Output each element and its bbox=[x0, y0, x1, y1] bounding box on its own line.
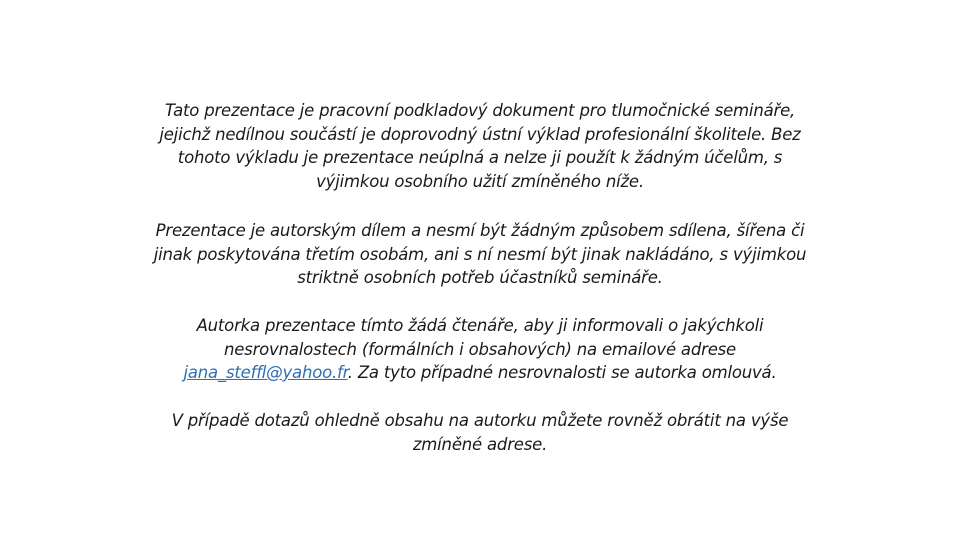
text-line: V případě dotazů ohledně obsahu na autorku můžete rovněž obrátit na výše bbox=[171, 411, 789, 430]
disclaimer-paragraph-questions bbox=[120, 409, 840, 456]
text-line-with-email bbox=[120, 361, 840, 385]
text-line: jejichž nedílnou součástí je doprovodný ústní výklad profesionální školitele. Bez bbox=[159, 124, 801, 144]
email-link[interactable]: jana_steffl@yahoo.fr bbox=[183, 363, 348, 382]
text-line: Autorka prezentace tímto žádá čtenáře, aby ji informovali o jakýchkoli bbox=[196, 316, 764, 335]
disclaimer-paragraph-contact bbox=[120, 314, 840, 385]
text-line: tohoto výkladu je prezentace neúplná a nelze ji použít k žádným účelům, s bbox=[177, 148, 783, 167]
text-line: jinak poskytována třetím osobám, ani s ní nesmí být jinak nakládáno, s výjimkou bbox=[153, 244, 807, 264]
text-line: Tato prezentace je pracovní podkladový dokument pro tlumočnické semináře, bbox=[164, 101, 796, 120]
text-line: zmíněné adrese. bbox=[412, 434, 548, 454]
disclaimer-paragraph-copyright bbox=[120, 219, 840, 290]
text-line: Prezentace je autorským dílem a nesmí být žádným způsobem sdílena, šířena či bbox=[155, 221, 805, 240]
text-line: výjimkou osobního užití zmíněného níže. bbox=[316, 171, 644, 191]
text-fragment: . Za tyto případné nesrovnalosti se autorka omlouvá. bbox=[347, 363, 777, 382]
text-line: nesrovnalostech (formálních i obsahových) na emailové adrese bbox=[223, 339, 737, 359]
text-line: striktně osobních potřeb účastníků semináře. bbox=[297, 268, 663, 287]
disclaimer-paragraph-purpose bbox=[120, 99, 840, 193]
